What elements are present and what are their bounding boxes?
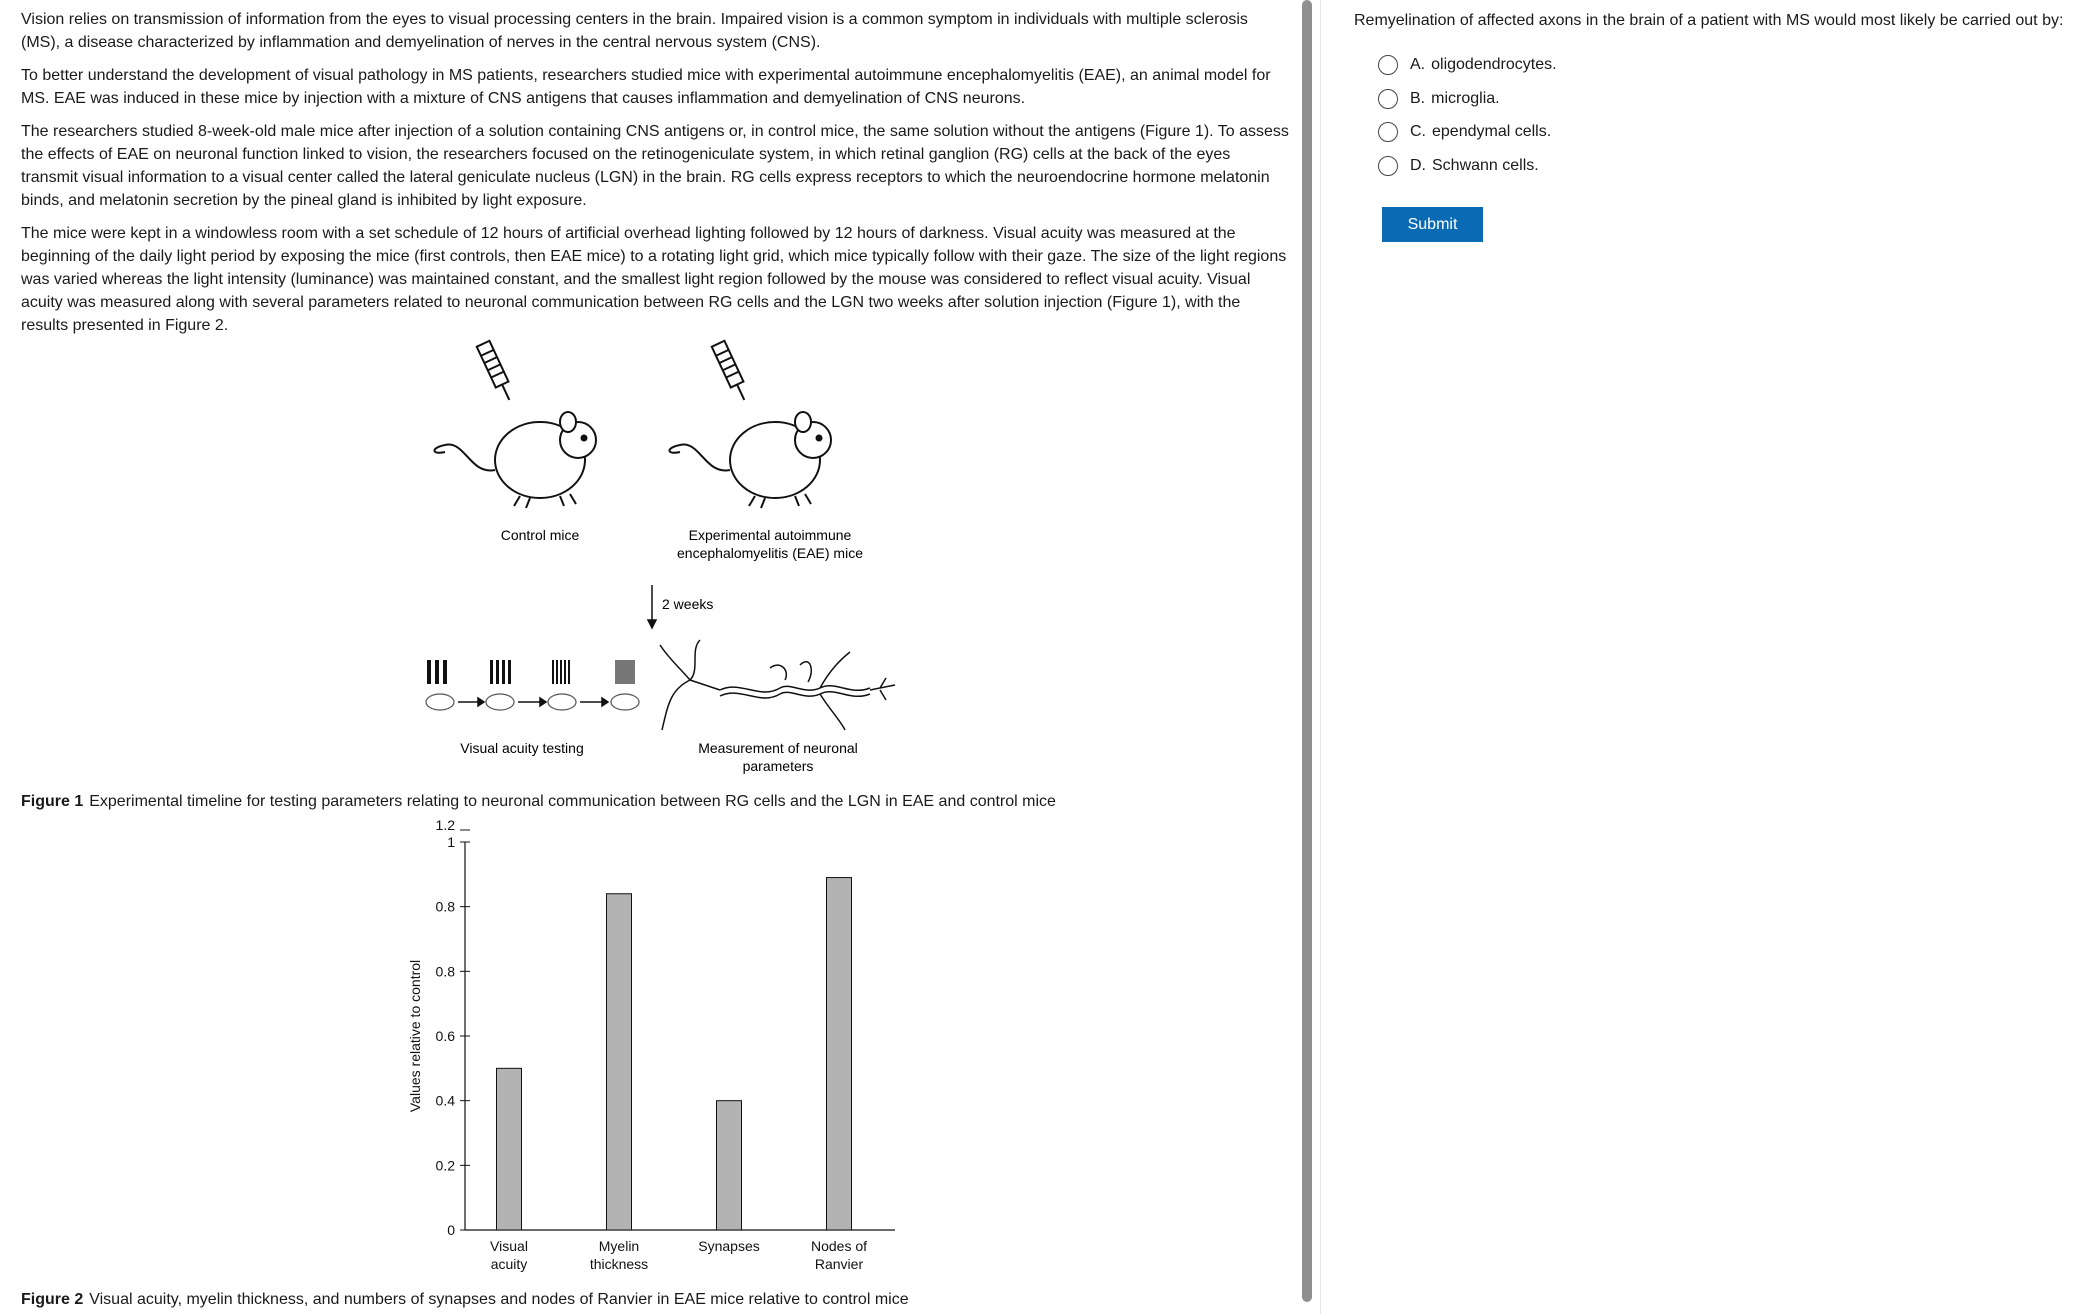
figure-2-caption-label: Figure 2 [21, 1291, 84, 1308]
figure-1-caption [21, 793, 1056, 811]
label-neuronal-line2: parameters [742, 758, 814, 774]
label-eae-mice-line1: Experimental autoimmune [688, 527, 852, 543]
radio-button-c[interactable] [1378, 122, 1398, 142]
choice-letter-b: B. [1410, 90, 1426, 107]
radio-button-a[interactable] [1378, 55, 1398, 75]
y-axis-label: Values relative to control [407, 959, 423, 1113]
x-tick-label: acuity [490, 1256, 528, 1272]
figure-1-timeline [0, 0, 1298, 820]
radio-button-b[interactable] [1378, 89, 1398, 109]
x-tick-label: Myelin [598, 1238, 640, 1254]
grating-icon [427, 660, 635, 684]
neuron-illustration [660, 640, 895, 730]
figure-1-caption-text: Experimental timeline for testing parameters relating to neuronal communication between RG cells and the LGN in EAE and control mice [89, 793, 1056, 810]
label-eae-mice-line2: encephalomyelitis (EAE) mice [677, 545, 863, 561]
answer-choice-c[interactable] [1378, 122, 1551, 142]
choice-text-c: ependymal cells. [1432, 123, 1552, 140]
syringe-icon [712, 341, 751, 403]
label-visual-acuity-testing: Visual acuity testing [460, 740, 584, 756]
choice-letter-c: C. [1410, 123, 1426, 140]
y-tick-label: 0.4 [435, 1092, 455, 1109]
label-two-weeks: 2 weeks [662, 596, 714, 612]
answer-choice-a[interactable] [1378, 55, 1557, 75]
question-stem: Remyelination of affected axons in the brain of a patient with MS would most likely be carried out by: [1354, 12, 2064, 29]
submit-button[interactable]: Submit [1382, 207, 1483, 242]
x-tick-label: thickness [589, 1256, 649, 1272]
label-control-mice: Control mice [500, 527, 580, 543]
choice-text-a: oligodendrocytes. [1431, 56, 1557, 73]
label-neuronal-line1: Measurement of neuronal [698, 740, 858, 756]
y-tick-label: 0.8 [435, 898, 455, 915]
chart-labels [407, 817, 867, 1272]
x-tick-label: Nodes of [810, 1238, 868, 1254]
figure-2-bar-chart [395, 817, 915, 1280]
figure-1-caption-label: Figure 1 [21, 793, 84, 810]
x-tick-label: Synapses [698, 1238, 760, 1254]
y-tick-label: 0 [447, 1222, 455, 1238]
bar-1 [607, 894, 632, 1230]
choice-letter-a: A. [1410, 56, 1426, 73]
arrow-down-icon [648, 585, 656, 628]
passage-paragraph-1: Vision relies on transmission of information from the eyes to visual processing centers in the brain. Impaired vision is a common symptom in individuals with multiple sclerosis (MS), a disease characterized by inflammation and demyelination of nerves in the central nervous system (CNS). [21, 11, 1248, 51]
choice-text-d: Schwann cells. [1432, 157, 1539, 174]
y-tick-label: 1 [447, 834, 455, 850]
syringe-icon [477, 341, 516, 403]
passage-paragraph-4: The mice were kept in a windowless room with a set schedule of 12 hours of artificial overhead lighting followed by 12 hours of darkness. Visual acuity was measured at the beginning of the daily light period by exposing the mice (first controls, then EAE mice) to a rotating light grid, which mice typically follow with their gaze. The size of the light regions was varied whereas the light intensity (luminance) was maintained constant, and the smallest light region followed by the mouse was considered to reflect visual acuity. Visual acuity was measured along with several parameters related to neuronal communication between RG cells and the LGN two weeks after solution injection (Figure 1), with the results presented in Figure 2. [21, 225, 1287, 334]
y-tick-label: 0.6 [435, 1028, 455, 1044]
bar-2 [717, 1101, 742, 1230]
chart-bars [497, 878, 852, 1230]
figure-2-caption [21, 1291, 909, 1309]
radio-button-d[interactable] [1378, 156, 1398, 176]
bar-0 [497, 1068, 522, 1230]
bar-3 [827, 878, 852, 1230]
visual-acuity-testing-illustration [426, 660, 639, 710]
question-pane [1354, 12, 2083, 233]
pane-divider [1320, 0, 1321, 1314]
passage-paragraph-3: The researchers studied 8-week-old male mice after injection of a solution containing CNS antigens or, in control mice, the same solution without the antigens (Figure 1). To assess the effects of EAE on neuronal function linked to vision, the researchers focused on the retinogeniculate system, in which retinal ganglion (RG) cells at the back of the eyes transmit visual information to a visual center called the lateral geniculate nucleus (LGN) in the brain. RG cells express receptors to which the neuroendocrine hormone melatonin binds, and melatonin secretion by the pineal gland is inhibited by light exposure. [21, 123, 1289, 209]
x-tick-label: Ranvier [814, 1256, 864, 1272]
choice-text-b: microglia. [1431, 90, 1500, 107]
figure-2-caption-text: Visual acuity, myelin thickness, and numbers of synapses and nodes of Ranvier in EAE mice relative to control mice [89, 1291, 909, 1308]
answer-choice-d[interactable] [1378, 156, 1539, 176]
pane-splitter-handle[interactable] [1302, 0, 1312, 1302]
eae-mouse-illustration [669, 341, 831, 508]
answer-choice-b[interactable] [1378, 89, 1500, 109]
passage-paragraph-2: To better understand the development of visual pathology in MS patients, researchers studied mice with experimental autoimmune encephalomyelitis (EAE), an animal model for MS. EAE was induced in these mice by injection with a mixture of CNS antigens that causes inflammation and demyelination of CNS neurons. [21, 67, 1271, 107]
y-tick-label: 0.2 [435, 1157, 455, 1174]
choice-letter-d: D. [1410, 157, 1426, 174]
y-tick-label: 1.2 [435, 817, 455, 833]
x-tick-label: Visual [490, 1238, 528, 1254]
y-tick-label: 0.8 [435, 963, 455, 980]
control-mouse-illustration [434, 341, 596, 508]
